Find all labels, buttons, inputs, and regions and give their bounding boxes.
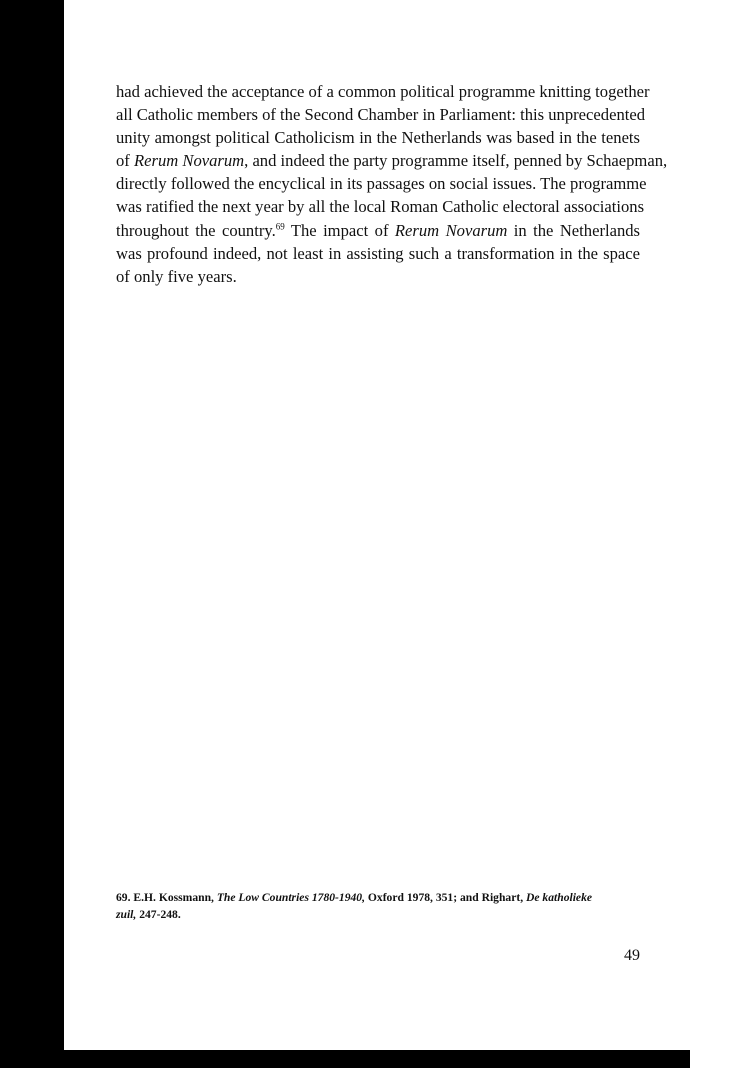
book-page <box>64 0 690 1050</box>
body-line <box>116 195 645 218</box>
italic-title: zuil, <box>116 908 137 921</box>
scan-border-left <box>0 0 64 1068</box>
text-run: 69. E.H. Kossmann, <box>116 891 217 904</box>
text-run: directly followed the encyclical in its passages on social issues. The programme <box>116 174 647 194</box>
italic-title: De katholieke <box>526 891 593 904</box>
text-run: , and indeed the party programme itself, penned by Schaepman, <box>244 151 668 171</box>
body-line <box>116 126 640 149</box>
footnote-line <box>116 889 640 906</box>
text-run: was ratified the next year by all the local Roman Catholic electoral associations <box>116 197 645 217</box>
body-paragraph <box>116 80 668 288</box>
page-number: 49 <box>624 947 640 964</box>
text-run: Oxford 1978, 351; and Righart, <box>364 891 527 904</box>
body-line <box>116 149 668 172</box>
text-run: all Catholic members of the Second Chamber in Parliament: this unprecedented <box>116 105 646 125</box>
italic-title: Rerum Novarum <box>394 220 508 240</box>
text-run: unity amongst political Catholicism in the Netherlands was based in the tenets <box>116 128 640 148</box>
body-line <box>116 172 647 195</box>
italic-title: Rerum Novarum <box>133 151 245 171</box>
footnote-line <box>116 906 640 923</box>
text-run: was profound indeed, not least in assisting such a transformation in the space <box>116 243 640 263</box>
text-run: of only five years. <box>116 266 237 286</box>
body-line <box>116 242 640 265</box>
text-run: of <box>116 151 134 171</box>
scan-border-bottom <box>0 1050 690 1068</box>
footnote <box>116 889 640 923</box>
body-line <box>116 103 646 126</box>
text-run: The impact of <box>284 220 395 240</box>
text-run: throughout the country. <box>116 220 276 240</box>
body-line <box>116 265 640 288</box>
body-line <box>116 80 650 103</box>
italic-title: The Low Countries 1780-1940, <box>216 891 365 904</box>
text-run: in the Netherlands <box>507 220 640 240</box>
footnote-reference[interactable]: 69 <box>275 221 285 232</box>
text-run: 247-248. <box>136 908 181 921</box>
body-line <box>116 219 640 242</box>
text-run: had achieved the acceptance of a common political programme knitting together <box>116 82 650 101</box>
